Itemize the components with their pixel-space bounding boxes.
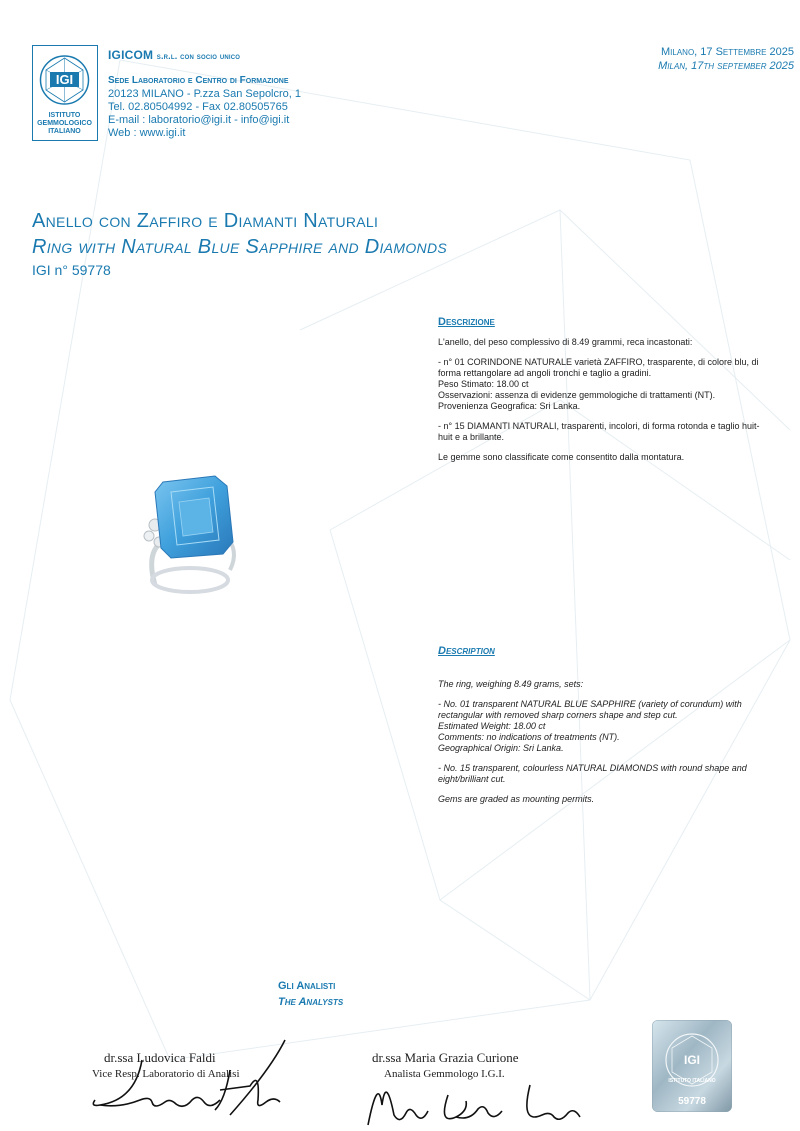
description-item2-line2: eight/brilliant cut.	[438, 774, 506, 784]
igi-logo	[32, 45, 98, 141]
descrizione-closing: Le gemme sono classificate come consentito dalla montatura.	[438, 452, 685, 462]
diamond-logo-icon	[33, 50, 96, 110]
description-item1-line2: rectangular with removed sharp corners shape and step cut.	[438, 710, 678, 720]
email: E-mail : laboratorio@igi.it - info@igi.it	[108, 114, 290, 126]
website: Web : www.igi.it	[108, 127, 186, 139]
analyst2-role: Analista Gemmologo I.G.I.	[384, 1068, 505, 1080]
logo-text: IGI	[55, 72, 74, 87]
address: 20123 MILANO - P.zza San Sepolcro, 1	[108, 88, 302, 100]
descrizione-item2-line2: huit e a brillante.	[438, 432, 505, 442]
hologram-logo: IGI	[683, 1053, 701, 1067]
description-item1-weight: Estimated Weight: 18.00 ct	[438, 721, 546, 731]
analysts-heading-it: Gli Analisti	[278, 980, 336, 992]
hologram-number: 59778	[678, 1096, 706, 1107]
company-name	[108, 48, 240, 62]
descrizione-item1-line2: forma rettangolare ad angoli tronchi e taglio a gradini.	[438, 368, 652, 378]
analyst1-name: dr.ssa Ludovica Faldi	[104, 1050, 216, 1065]
descrizione-body	[438, 337, 794, 463]
logo-caption-2: GEMMOLOGICO	[37, 120, 92, 127]
descrizione-item1-weight: Peso Stimato: 18.00 ct	[438, 379, 529, 389]
description-item1-notes: Comments: no indications of treatments (NT).	[438, 732, 620, 742]
title-italian: Anello con Zaffiro e Diamanti Naturali	[32, 210, 379, 232]
igi-number: IGI n° 59778	[32, 262, 111, 278]
analyst1-role: Vice Resp. Laboratorio di Analisi	[92, 1068, 240, 1080]
descrizione-item1-notes: Osservazioni: assenza di evidenze gemmologiche di trattamenti (NT).	[438, 390, 716, 400]
description-closing: Gems are graded as mounting permits.	[438, 794, 595, 804]
description-intro: The ring, weighing 8.49 grams, sets:	[438, 679, 584, 689]
security-hologram	[652, 1020, 732, 1112]
description-item2-line1: - No. 15 transparent, colourless NATURAL DIAMONDS with round shape and	[438, 763, 747, 773]
company-name-text: IGICOM	[108, 48, 154, 62]
descrizione-item1-origin: Provenienza Geografica: Sri Lanka.	[438, 401, 581, 411]
phone-fax: Tel. 02.80504992 - Fax 02.80505765	[108, 101, 288, 113]
ring-photo	[135, 470, 245, 600]
lab-title: Sede Laboratorio e Centro di Formazione	[108, 75, 289, 86]
analyst2-name: dr.ssa Maria Grazia Curione	[372, 1050, 519, 1065]
analyst1-signature	[80, 1030, 310, 1125]
descrizione-item1-line1: - n° 01 CORINDONE NATURALE varietà ZAFFIRO, trasparente, di colore blu, di	[438, 357, 759, 367]
title-english: Ring with Natural Blue Sapphire and Diamonds	[32, 236, 447, 258]
descrizione-intro: L'anello, del peso complessivo di 8.49 grammi, reca incastonati:	[438, 337, 693, 347]
descrizione-heading: Descrizione	[438, 316, 495, 328]
descrizione-item2-line1: - n° 15 DIAMANTI NATURALI, trasparenti, incolori, di forma rotonda e taglio huit-	[438, 421, 760, 431]
hologram-caption: ISTITUTO ITALIANO	[668, 1078, 716, 1084]
analysts-heading-en: The Analysts	[278, 996, 344, 1008]
description-heading: Description	[438, 645, 495, 657]
date-italian: Milano, 17 Settembre 2025	[661, 46, 794, 58]
logo-caption-1: ISTITUTO	[48, 112, 81, 119]
description-item1-line1: - No. 01 transparent NATURAL BLUE SAPPHIRE (variety of corundum) with	[438, 699, 742, 709]
logo-caption-3: ITALIANO	[48, 128, 81, 135]
description-item1-origin: Geographical Origin: Sri Lanka.	[438, 743, 564, 753]
date-english: Milan, 17th september 2025	[658, 60, 794, 72]
company-suffix: s.r.l. con socio unico	[156, 51, 241, 61]
description-body	[438, 679, 794, 805]
analyst2-signature	[360, 1065, 600, 1131]
